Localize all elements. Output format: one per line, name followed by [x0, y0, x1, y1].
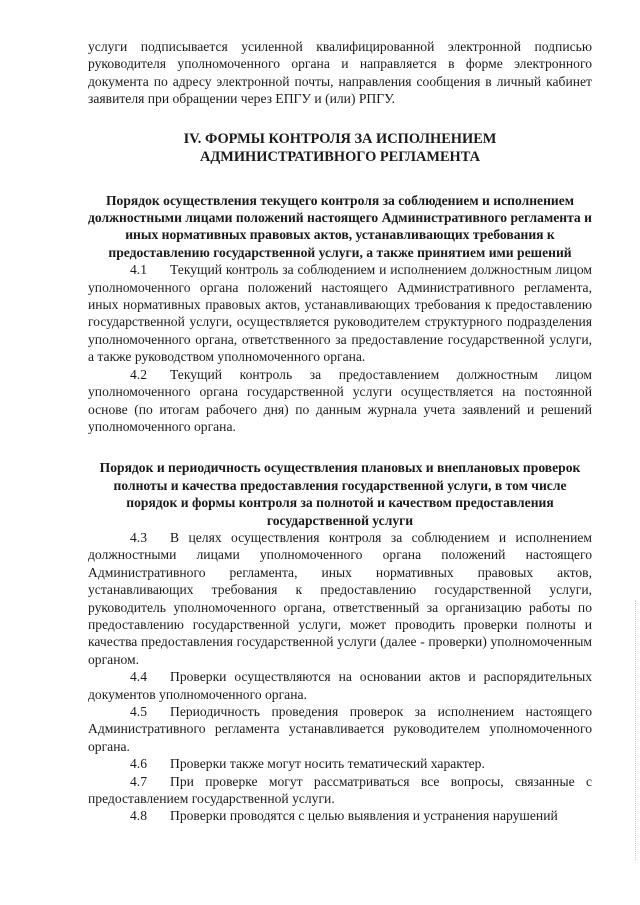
- clause-text: Проверки осуществляются на основании актов и распорядительных документов уполномоченного органа.: [88, 669, 592, 702]
- clause-number: 4.8: [130, 808, 147, 824]
- section-title-line-1: IV. ФОРМЫ КОНТРОЛЯ ЗА ИСПОЛНЕНИЕМ: [183, 130, 497, 147]
- section-title: [88, 130, 592, 166]
- subsection-2-heading: Порядок и периодичность осуществления плановых и внеплановых проверок полноты и качества предоставления государственной услуги, в том числе порядок и формы контроля за полнотой и качеством предоставления государственной услуги: [99, 460, 581, 528]
- clause-number: 4.1: [130, 262, 147, 278]
- clause-text: При проверке могут рассматриваться все вопросы, связанные с предоставлением государственной услуги.: [88, 773, 592, 807]
- clause-text: Периодичность проведения проверок за исполнением настоящего Административного регламента устанавливается руководителем уполномоченного органа.: [88, 704, 592, 754]
- clause-number: 4.3: [130, 529, 147, 545]
- section-title-line-2: АДМИНИСТРАТИВНОГО РЕГЛАМЕНТА: [199, 148, 481, 165]
- scan-edge-artifact: [634, 600, 636, 860]
- subsection-1-heading: Порядок осуществления текущего контроля за соблюдением и исполнением должностными лицами положений настоящего Административного регламента и иных нормативных правовых актов, устанавливающих требования к предоставлению государственной услуги, а также принятием ими решений: [88, 192, 592, 260]
- clause-text: Проверки проводятся с целью выявления и устранения нарушений: [170, 808, 558, 824]
- clause-4-2: [88, 366, 592, 436]
- intro-paragraph: услуги подписывается усиленной квалифицированной электронной подписью руководителя уполномоченного органа и направляется в форме электронного документа по адресу электронной почты, направления сообщения в личный кабинет заявителя при обращении через ЕПГУ и (или) РПГУ.: [88, 39, 592, 107]
- clause-number: 4.7: [130, 773, 147, 789]
- clause-text: В целях осуществления контроля за соблюдением и исполнением должностными лицами уполномоченного органа положений настоящего Административного регламента, иных нормативных правовых актов, устанавливающих требования к предоставлению государственной услуги, руководитель уполномоченного органа, ответственный за организацию работы по предоставлению государственной услуги, может проводить проверки полноты и качества предоставления государственной услуги (далее - проверки) уполномоченным органом.: [88, 529, 592, 667]
- clause-4-8: [88, 807, 592, 824]
- clause-4-5: [88, 703, 592, 755]
- clause-text: Текущий контроль за соблюдением и исполнением должностным лицом уполномоченного органа положений настоящего Административного регламента, иных нормативных правовых актов, устанавливающих требования к предоставлению государственной услуги, осуществляется руководителем структурного подразделения уполномоченного органа, ответственного за предоставление государственной услуги, а также руководством уполномоченного органа.: [88, 262, 592, 365]
- clause-number: 4.2: [130, 366, 147, 382]
- clause-number: 4.4: [130, 669, 147, 685]
- clause-text: Проверки также могут носить тематический характер.: [170, 756, 485, 772]
- clause-4-1: [88, 261, 592, 365]
- clause-number: 4.6: [130, 756, 147, 772]
- clause-4-4: [88, 668, 592, 703]
- clause-number: 4.5: [130, 704, 147, 719]
- clause-text: Текущий контроль за предоставлением должностным лицом уполномоченного органа государственной услуги осуществляется на постоянной основе (по итогам рабочего дня) по данным журнала учета заявлений и решений уполномоченного органа.: [88, 366, 592, 434]
- clause-4-3: [88, 529, 592, 668]
- clause-4-7: [88, 773, 592, 808]
- clause-4-6: [88, 755, 592, 772]
